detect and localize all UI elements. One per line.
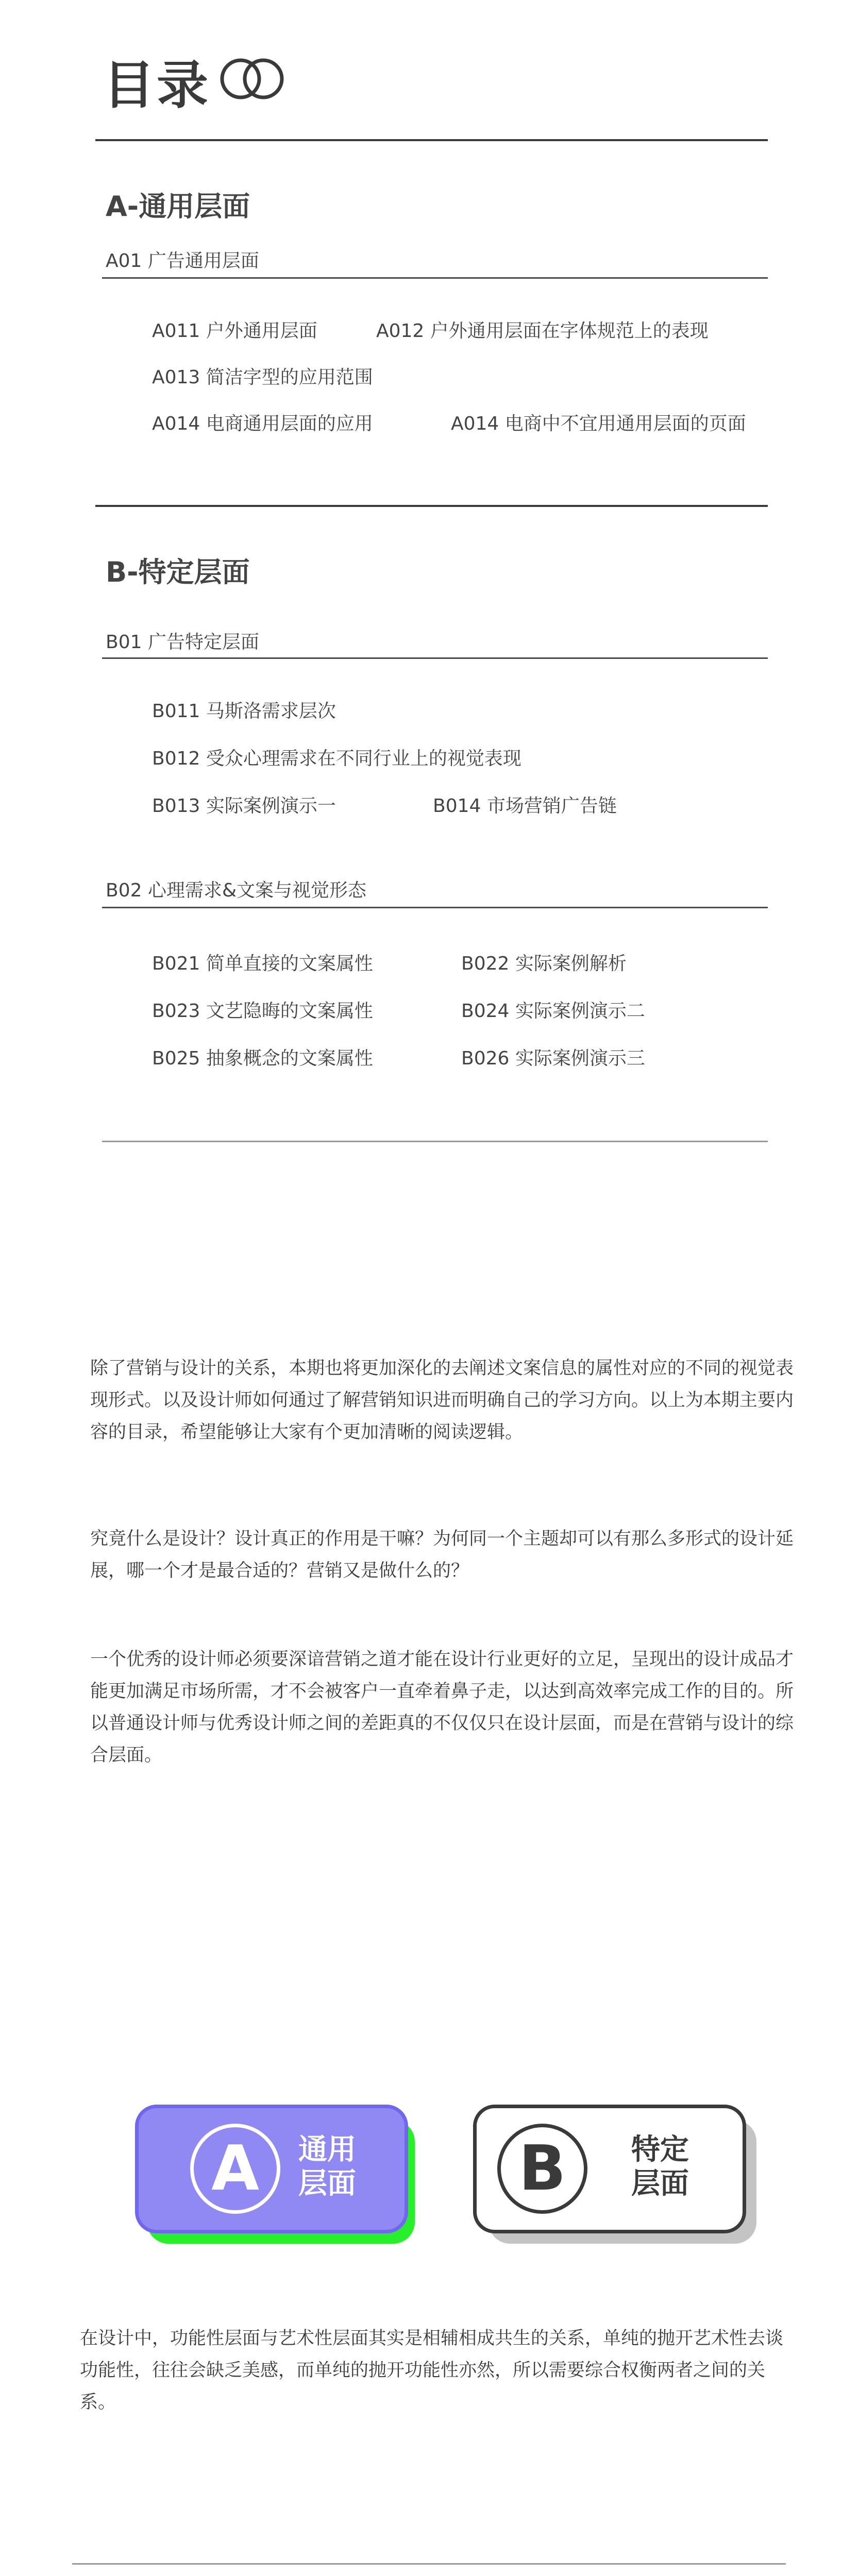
intro-paragraph-2: 究竟什么是设计？设计真正的作用是干嘛？为何同一个主题却可以有那么多形式的设计延展，哪一个才是最合适的？营销又是做什么的？ <box>90 1529 794 1581</box>
toc-item[interactable]: B011 马斯洛需求层次 <box>152 701 336 722</box>
button-a-label-line2: 层面 <box>298 2167 356 2200</box>
toc-item[interactable]: B012 受众心理需求在不同行业上的视觉表现 <box>152 748 521 769</box>
relation-paragraph: 在设计中，功能性层面与艺术性层面其实是相辅相成共生的关系，单纯的抛开艺术性去谈功能性，往往会缺乏美感，而单纯的抛开功能性亦然，所以需要综合权衡两者之间的关系。 <box>80 2328 784 2413</box>
section-b-heading: B-特定层面 <box>106 556 250 588</box>
section-a-group: A01 广告通用层面 <box>106 250 259 272</box>
toc-top-rule <box>95 139 768 141</box>
general-level-button[interactable] <box>135 2105 408 2233</box>
toc-bottom-rule <box>102 1141 768 1142</box>
intro-paragraph-1: 除了营销与设计的关系，本期也将更加深化的去阐述文案信息的属性对应的不同的视觉表现形式。以及设计师如何通过了解营销知识进而明确自己的学习方向。以上为本期主要内容的目录，希望能够让大家有个更加清晰的阅读逻辑。 <box>90 1358 794 1443</box>
letter-a-badge: A <box>190 2124 280 2214</box>
toc-item[interactable]: B013 实际案例演示一 <box>152 795 336 817</box>
section-b-group2-rule <box>102 907 768 908</box>
toc-title: 目录 <box>103 55 210 115</box>
section-divider <box>95 505 768 507</box>
toc-item[interactable]: B014 市场营销广告链 <box>433 795 617 817</box>
toc-item[interactable]: A011 户外通用层面 <box>152 320 317 342</box>
toc-item[interactable]: A012 户外通用层面在字体规范上的表现 <box>376 320 709 342</box>
intro-paragraph-3: 一个优秀的设计师必须要深谙营销之道才能在设计行业更好的立足，呈现出的设计成品才能更加满足市场所需，才不会被客户一直牵着鼻子走，以达到高效率完成工作的目的。所以普通设计师与优秀设计师之间的差距真的不仅仅只在设计层面，而是在营销与设计的综合层面。 <box>90 1649 794 1766</box>
double-ring-icon <box>219 56 286 102</box>
button-a-label-line1: 通用 <box>298 2133 356 2166</box>
button-b-label-line2: 层面 <box>631 2167 689 2200</box>
toc-item[interactable]: B026 实际案例演示三 <box>461 1048 645 1069</box>
section-b-group1-rule <box>102 657 768 659</box>
section-b-group1: B01 广告特定层面 <box>106 632 259 653</box>
toc-item[interactable]: B023 文艺隐晦的文案属性 <box>152 1001 373 1022</box>
toc-item[interactable]: B024 实际案例演示二 <box>461 1001 645 1022</box>
section-a-heading: A-通用层面 <box>106 190 250 223</box>
section-a-group-rule <box>102 277 768 279</box>
toc-item[interactable]: B021 简单直接的文案属性 <box>152 953 373 974</box>
a01-top-rule <box>72 2563 786 2565</box>
specific-level-button[interactable] <box>473 2105 746 2233</box>
toc-item[interactable]: A014 电商通用层面的应用 <box>152 413 373 434</box>
letter-b-badge: B <box>497 2124 587 2214</box>
toc-item[interactable]: A013 简洁字型的应用范围 <box>152 367 373 388</box>
toc-item[interactable]: B022 实际案例解析 <box>461 953 627 974</box>
button-b-label-line1: 特定 <box>631 2133 689 2166</box>
section-b-group2: B02 心理需求&文案与视觉形态 <box>106 880 367 901</box>
toc-item[interactable]: A014 电商中不宜用通用层面的页面 <box>451 413 746 434</box>
toc-item[interactable]: B025 抽象概念的文案属性 <box>152 1048 373 1069</box>
